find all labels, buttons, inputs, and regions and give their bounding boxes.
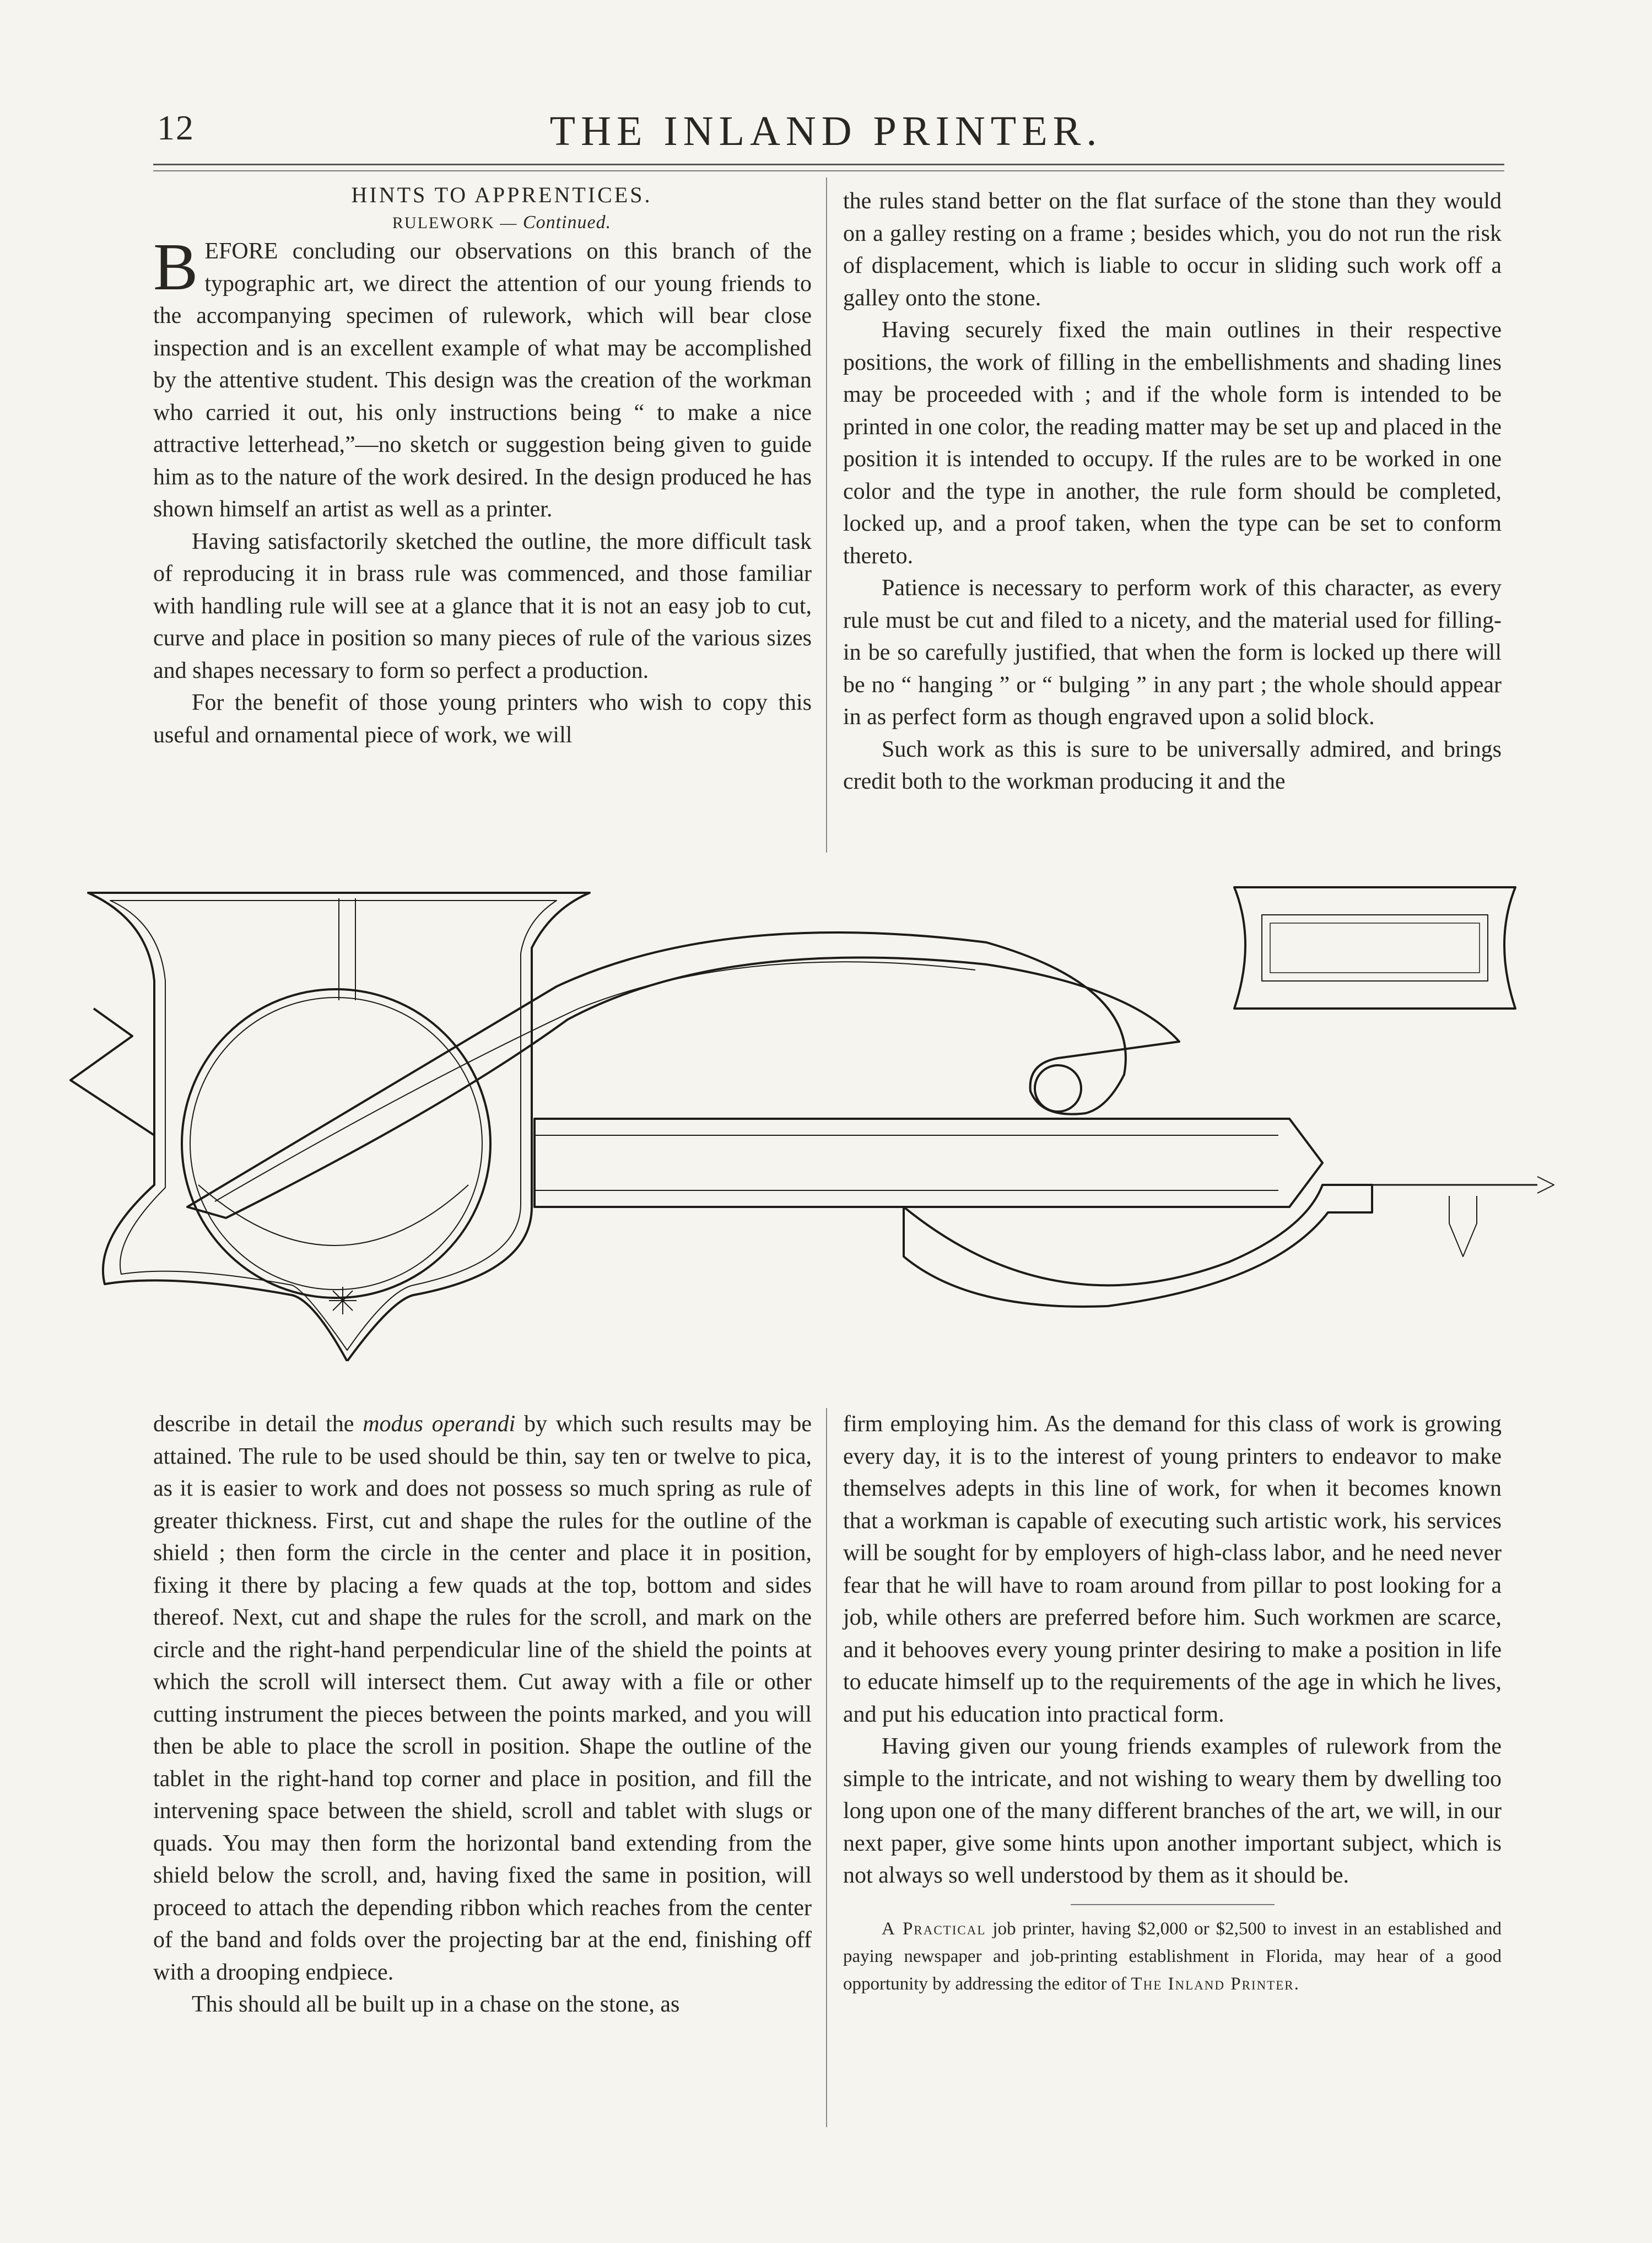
scroll-curl [1035,1065,1081,1112]
right-paragraph-1: the rules stand better on the flat surface of the stone than they would on a galley resting on a frame ; besides which, you do not run the risk of displacement, which is liable to occur in sliding such work off a galley onto the stone. [843,188,1502,311]
tablet-inner [1262,915,1488,981]
header-rule-thin [153,170,1504,171]
right-paragraph-2: Having securely fixed the main outlines in their respective positions, the work of filling in the embellishments and shading lines may be proceeded with ; and if the whole form is intended to be printed in one color, the reading matter may be set up and placed in the position it is intended to occupy. If the rules are to be worked in one color and the type in another, the rule form should be completed, locked up, and a proof taken, when the type can be set to conform thereto. [843,317,1502,569]
horizontal-band-inner [535,1135,1278,1190]
notice-body: job printer, having $2,000 or $2,500 to invest in an established and paying newspaper and job-printing establishment in Florida, may hear of a good opportunity by addressing the editor of [843,1918,1502,1994]
right-paragraph-4-start: Such work as this is sure to be universally admired, and brings credit both to the workman producing it and the [843,736,1502,794]
central-circle [182,989,490,1298]
paragraph-4: This should all be built up in a chase on the stone, as [192,1992,680,2017]
shield-vertical-bar [339,898,355,1000]
subtitle-continued: Continued. [522,212,612,233]
drop-cap: B [153,230,198,304]
paragraph-2: Having satisfactorily sketched the outline, the more difficult task of reproducing it in brass rule was commenced, and those familiar with handling rule will see at a glance that it is not an easy job to cut, curve and place in position so many pieces of rule of the various sizes and shapes necessary to form so perfect a production. [153,529,812,683]
page-number: 12 [157,108,195,147]
column-divider-bottom [826,1408,827,2127]
subtitle-label: RULEWORK — [392,214,518,232]
right-paragraph-4-continued: firm employing him. As the demand for this class of work is growing every day, it is to the interest of young printers to endeavor to make themselves adepts in this line of work, for when it becomes known that a workman is capable of executing such artistic work, his services will be sought for by employers of high-class labor, and he need never fear that he will have to roam around from pillar to post looking for a job, while others are preferred before him. Such workmen are scarce, and it behooves every young printer desiring to make a position in life to educate himself up to the requirements of the age in which he lives, and put his education into practical form. [843,1411,1502,1727]
paragraph-3-continued [153,1408,812,1988]
paragraph-1-text: EFORE concluding our observations on this branch of the typographic art, we direct the attention of our young friends to the accompanying specimen of rulework, which will bear close inspection and is an excellent example of what may be accomplished by the attentive student. This design was the creation of the workman who carried it out, his only instructions being “ to make a nice attractive letterhead,”—no sketch or suggestion being given to guide him as to the nature of the work desired. In the design produced he has shown himself an artist as well as a printer. [153,239,812,522]
left-column-bottom [153,1408,812,2021]
shield-left-point [71,1009,154,1135]
endpiece-arrow [1537,1177,1554,1193]
tablet [1234,887,1515,1009]
tablet-inner-rule [1270,923,1480,973]
article-title: HINTS TO APPRENTICES. [351,182,652,207]
notice [843,1915,1502,1998]
scroll [187,932,1179,1218]
column-divider-top [826,177,827,853]
drooping-endpiece [1449,1196,1477,1257]
notice-rule [1071,1904,1275,1905]
inner-arc [198,1185,468,1245]
paragraph-1 [153,230,812,526]
running-head-title: THE INLAND PRINTER. [549,108,1103,154]
paragraph-3-text-a: describe in detail the [153,1411,354,1437]
rulework-illustration [61,876,1592,1361]
star-ornament [329,1287,357,1314]
right-column-top [843,185,1502,798]
left-column-top [153,180,812,751]
paragraph-3-start: For the benefit of those young printers who wish to copy this useful and ornamental piece of work, we will [153,690,812,748]
notice-lead: A Practical [882,1918,986,1939]
right-column-bottom [843,1408,1502,1998]
horizontal-band [535,1119,1322,1207]
right-paragraph-5: Having given our young friends examples of rulework from the simple to the intricate, and not wishing to weary them by dwelling too long upon one of the many different branches of the art, we will, in our next paper, give some hints upon another important subject, which is not always so well understood by them as it should be. [843,1734,1502,1888]
right-paragraph-3: Patience is necessary to perform work of this character, as every rule must be cut and filed to a nicety, and the material used for filling-in be so carefully justified, that when the form is locked up there will be no “ hanging ” or “ bulging ” in any part ; the whole should appear in as perfect form as though engraved upon a solid block. [843,575,1502,730]
notice-publication: The Inland Printer. [1131,1974,1300,1994]
italic-phrase: modus operandi [363,1411,516,1437]
header-rule [153,164,1504,165]
depending-ribbon [904,1185,1372,1307]
article-subtitle [153,211,812,235]
paragraph-3-text-b: by which such results may be attained. The rule to be used should be thin, say ten or twelve to pica, as it is easier to work and does not possess so much spring as rule of greater thickness. First, cut and shape the rules for the outline of the shield ; then form the circle in the center and place it in position, fixing it there by placing a few quads at the top, bottom and sides thereof. Next, cut and shape the rules for the scroll, and mark on the circle and the right-hand perpendicular line of the shield the points at which the scroll will intersect them. Cut away with a file or other cutting instrument the pieces between the points marked, and you will then be able to place the scroll in position. Shape the outline of the tablet in the right-hand top corner and place in position, and fill the intervening space between the shield, scroll and tablet with slugs or quads. You may then form the horizontal band extending from the shield below the scroll, and, having fixed the same in position, will proceed to attach the depending ribbon which reaches from the center of the band and folds over the projecting bar at the end, finishing off with a drooping endpiece. [153,1411,812,1985]
